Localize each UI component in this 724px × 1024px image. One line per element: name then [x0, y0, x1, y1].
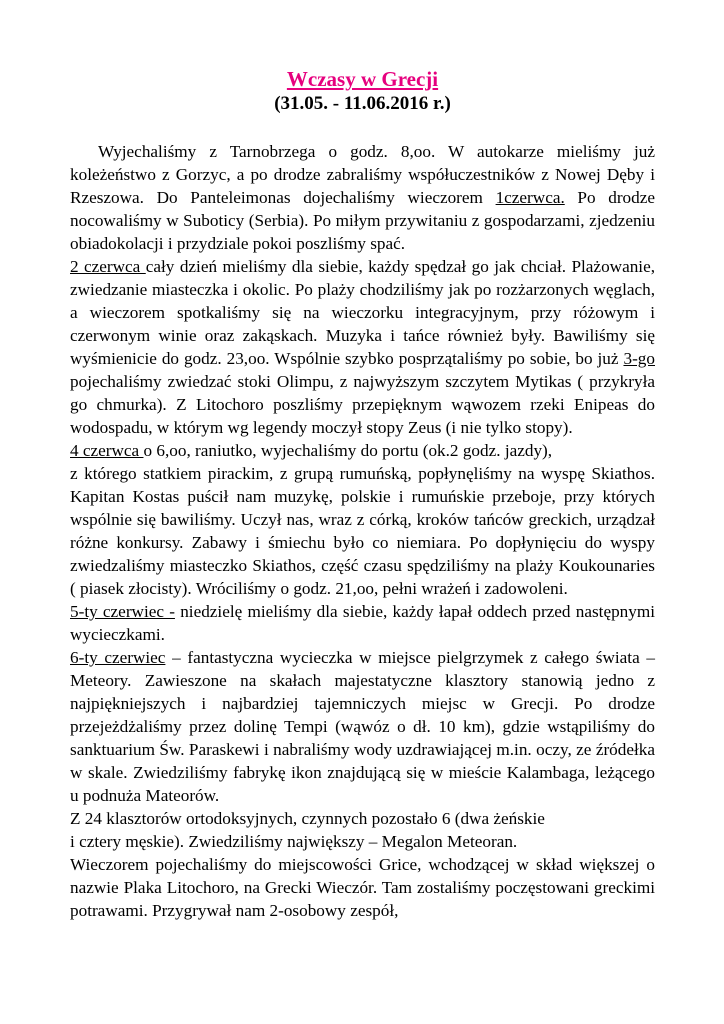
date-6-june: 6-ty czerwiec — [70, 648, 166, 667]
paragraph-departure — [70, 140, 655, 255]
text-run: cały dzień mieliśmy dla siebie, każdy spędzał go jak chciał. Plażowanie, zwiedzanie miasteczka i okolic. Po plaży chodziliśmy jak po rozżarzonych węglach, a wieczorem spotkaliśmy się na wieczorku integracyjnym, przy różowym i czerwonym winie oraz zakąskach. Muzyka i tańce również były. Bawiliśmy się wyśmienicie do godz. 23,oo. Wspólnie szybko posprzątaliśmy po sobie, bo już — [70, 257, 655, 368]
paragraph-2-june — [70, 255, 655, 439]
text-run: Wieczorem pojechaliśmy do miejscowości Grice, wchodzącej w skład większej o nazwie Plaka Litochoro, na Grecki Wieczór. Tam zostaliśmy poczęstowani greckimi potrawami. Przygrywał nam 2-osobowy zespół, — [70, 855, 655, 920]
title-text: Wczasy w Grecji — [286, 67, 439, 91]
date-3-june: 3-go — [623, 349, 655, 368]
text-run: i cztery męskie). Zwiedziliśmy największy – Megalon Meteoran. — [70, 832, 518, 851]
paragraph-6-june — [70, 646, 655, 807]
document-title — [70, 66, 655, 92]
paragraph-4-june-line — [70, 439, 655, 462]
text-run: Po drodze nocowaliśmy w Suboticy (Serbia). Po miłym przywitaniu z gospodarzami, zjedzeniu obiadokolacji i przydziale pokoi poszliśmy spać. — [70, 188, 655, 253]
paragraph-greek-evening — [70, 853, 655, 922]
date-2-june: 2 czerwca — [70, 257, 146, 276]
text-run: – fantastyczna wycieczka w miejsce pielgrzymek z całego świata – Meteory. Zawieszone na skałach majestatyczne klasztory stanowią jedno z najpiękniejszych i najbardziej tajemniczych miejsc w Grecji. Po drodze przejeżdżaliśmy przez dolinę Tempi (wąwóz o dł. 10 km), gdzie wstąpiliśmy do sanktuarium Św. Paraskewi i nabraliśmy wody uzdrawiającej m.in. oczy, ze źródełka w skale. Zwiedziliśmy fabrykę ikon znajdującą się w mieście Kalambaga, leżącego u podnuża Mateorów. — [70, 648, 655, 805]
paragraph-monasteries-2 — [70, 830, 655, 853]
document-body — [70, 140, 655, 922]
text-run: o 6,oo, raniutko, wyjechaliśmy do portu (ok.2 godz. jazdy), — [143, 441, 553, 460]
date-4-june: 4 czerwca — [70, 441, 144, 460]
text-run: Z 24 klasztorów ortodoksyjnych, czynnych pozostało 6 (dwa żeńskie — [70, 809, 545, 828]
paragraph-monasteries-1 — [70, 807, 655, 830]
document-page — [70, 62, 655, 922]
text-run: niedzielę mieliśmy dla siebie, każdy łapał oddech przed następnymi wycieczkami. — [70, 602, 655, 644]
date-5-june: 5-ty czerwiec - — [70, 602, 175, 621]
text-run: Wyjechaliśmy z Tarnobrzega o godz. 8,oo. W autokarze mieliśmy już koleżeństwo z Gorzyc, a po drodze zabraliśmy współuczestników z Nowej Dęby i Rzeszowa. Do Panteleimonas dojechaliśmy wieczorem — [70, 142, 655, 207]
paragraph-5-june — [70, 600, 655, 646]
text-run: z którego statkiem pirackim, z grupą rumuńską, popłynęliśmy na wyspę Skiathos. Kapitan Kostas puścił nam muzykę, polskie i rumuńskie przeboje, przy których wspólnie się bawiliśmy. Uczył nas, wraz z córką, kroków tańców greckich, urządzał różne konkursy. Zabawy i śmiechu było co niemiara. Po dopłynięciu do wyspy zwiedzaliśmy miasteczko Skiathos, część czasu spędziliśmy na plaży Koukounaries ( piasek złocisty). Wróciliśmy o godz. 21,oo, pełni wrażeń i zadowoleni. — [70, 464, 655, 598]
text-run: pojechaliśmy zwiedzać stoki Olimpu, z najwyższym szczytem Mytikas ( przykryła go chmurka). Z Litochoro poszliśmy przepięknym wąwozem rzeki Enipeas do wodospadu, w którym wg legendy moczył stopy Zeus (i nie tylko stopy). — [70, 372, 655, 437]
paragraph-skiathos — [70, 462, 655, 600]
document-dates: (31.05. - 11.06.2016 r.) — [274, 93, 451, 114]
date-1-june: 1czerwca. — [495, 188, 565, 207]
